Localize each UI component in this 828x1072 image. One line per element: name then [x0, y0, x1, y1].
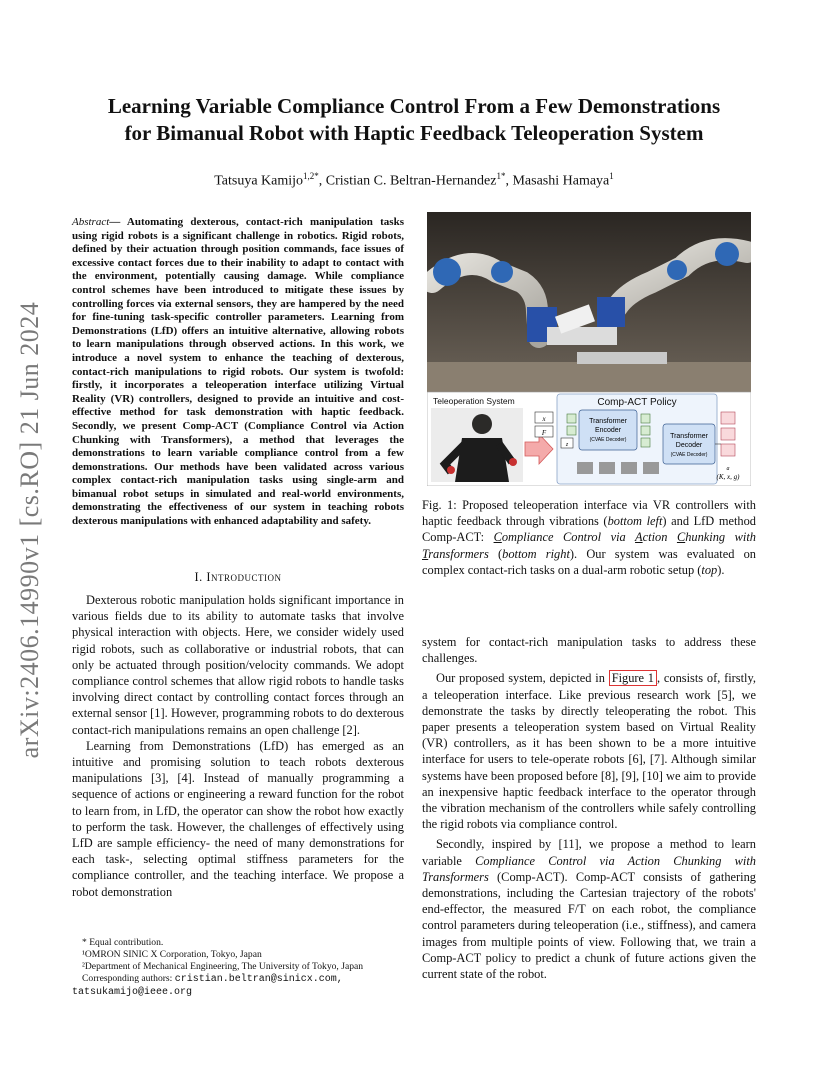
teleoperation-label: Teleoperation System	[433, 396, 515, 406]
figure-1-caption: Fig. 1: Proposed teleoperation interface via VR controllers with haptic feedback through vibrations (bottom left) and LfD method Comp-ACT: Compliance Control via Action Chunking with Transformers (bottom right). Our system was evaluated on complex contact-rich tasks on a dual-arm robotic setup (top).	[422, 498, 756, 577]
encoder-line-2: Encoder	[594, 427, 622, 434]
right-paragraph-0: system for contact-rich manipulation tasks to address these challenges.	[422, 635, 756, 666]
right-column-body	[422, 634, 756, 982]
footnote-affiliation-1: ¹OMRON SINIC X Corporation, Tokyo, Japan	[82, 949, 262, 960]
footnote-affiliation-2: ²Department of Mechanical Engineering, The University of Tokyo, Japan	[82, 961, 364, 972]
author-1: Tatsuya Kamijo	[214, 173, 304, 189]
figure-1	[427, 212, 751, 486]
arxiv-sidebar-stamp	[10, 290, 50, 770]
policy-label: Comp-ACT Policy	[597, 397, 677, 408]
footnote-equal-contribution: * Equal contribution.	[82, 937, 164, 948]
section-title: Introduction	[206, 570, 282, 584]
abstract-label: Abstract	[72, 216, 110, 228]
arxiv-identifier: arXiv:2406.14990v1 [cs.RO] 21 Jun 2024	[15, 301, 44, 759]
output-label-1: a	[726, 466, 730, 472]
section-number: I.	[194, 570, 207, 584]
figure-1-link[interactable]: Figure 1	[609, 670, 657, 686]
input-z: z	[565, 442, 569, 448]
comp-act-expansion: Compliance Control via Action Chunking with Transformers	[422, 853, 756, 884]
decoder-sub: (CVAE Decoder)	[670, 452, 708, 458]
robot-photo	[427, 212, 751, 392]
right-paragraph-1: Our proposed system, depicted in Figure 1 , consists of, firstly, a teleoperation interface. Like previous research work [5], we demonstrate the tasks by directly teleoperating the robot. This paper presents a teleoperation system based on Virtual Reality (VR) controllers, as it has been shown to be a more intuitive interface for users to tele-operate robots [6], [7]. Although similar systems have been proposed before [8], [9], [10] we aim to provide an inexpensive haptic feedback interface to the operator through the vibration mechanism of the controllers while safely controlling the rigid robots via compliance control.	[422, 671, 756, 832]
email-link-1[interactable]: cristian.beltran@sinicx.com,	[174, 974, 343, 985]
decoder-line-2: Decoder	[675, 442, 703, 449]
section-heading-introduction	[72, 570, 404, 585]
input-x: x	[542, 415, 546, 423]
right-paragraph-2: Secondly, inspired by [11], we propose a method to learn variable Compliance Control via Action Chunking with Transformers (Comp-ACT). Comp-ACT consists of gathering demonstrations, including the Cartesian trajectory of the robots' end-effector, the measured F/T on each robot, the compliance control parameters during teleoperation (i.e., stiffness), and camera images from multiple points of view. Following that, we train a Comp-ACT policy to predict a chunk of future actions given the current state of the robot.	[422, 837, 756, 982]
author-2-affil: 1*	[496, 171, 506, 181]
author-3-affil: 1	[609, 171, 614, 181]
email-link-2[interactable]: tatsukamijo@ieee.org	[72, 987, 193, 998]
author-list: Tatsuya Kamijo$^{1,2*}$, Cristian C. Beltran-Hernandez$^{1*}$, Masashi Hamaya$^1$	[214, 171, 614, 189]
title-line-2: for Bimanual Robot with Haptic Feedback Teleoperation System	[124, 121, 704, 145]
intro-paragraph-2: Learning from Demonstrations (LfD) has emerged as an intuitive and promising solution to teach robots dexterous manipulations [3], [4]. Instead of manually programming a sequence of actions or engineering a reward function for the robot to learn from, in LfD, the operator can show the robot how exactly to perform the task. However, the challenges of effectively using LfD are sample efficiency- the need of many demonstrations for each task-, selecting optimal stiffness parameters for the compliance controller, and the teaching interface. We propose a robot demonstration	[72, 738, 404, 899]
introduction-body	[72, 592, 404, 900]
abstract	[72, 216, 404, 529]
footnotes	[72, 937, 412, 999]
input-f: F	[541, 429, 547, 437]
author-3: Masashi Hamaya	[512, 173, 610, 189]
output-label-2: (K, x, g)	[716, 473, 740, 481]
abstract-text: — Automating dexterous, contact-rich manipulation tasks using rigid robots is a significant challenge in robotics. Rigid robots, defined by their actuation through position commands, face issues of excessive contact forces due to their inability to adapt to contact with the environment, potentially causing damage. While compliance control schemes have been introduced to mitigate these issues by controlling forces via external sensors, they are hampered by the need for fine-tuning task-specific controller parameters. Learning from Demonstrations (LfD) offers an intuitive alternative, allowing robots to learn manipulations through observed actions. In this work, we introduce a novel system to enhance the teaching of dexterous, contact-rich manipulations to rigid robots. Our system is twofold: firstly, it incorporates a teleoperation interface utilizing Virtual Reality (VR) controllers, designed to provide an intuitive and cost-effective method for task demonstration with haptic feedback. Secondly, we present Comp-ACT (Compliance Control via Action Chunking with Transformers), a method that leverages the demonstrations to learn variable compliance control from a few demonstrations. Our methods have been validated across various complex contact-rich manipulation tasks using single-arm and bimanual robot setups in simulated and real-world environments, demonstrating the effectiveness of our system in teaching robots dexterous manipulations with enhanced adaptability and safety.	[72, 216, 404, 528]
encoder-sub: (CVAE Decoder)	[589, 437, 627, 443]
intro-paragraph-1: Dexterous robotic manipulation holds significant importance in various fields due to its ability to automate tasks that involve physical interaction with objects. Here, we consider widely used rigid robots, such as collaborative or industrial robots, that can only be actuated through position/velocity commands. We adopt compliance control schemes that allow rigid robots to handle tasks involving direct contact by controlling contact forces through an external sensor [1]. However, programming robots to do dexterous contact-rich manipulations remains an open challenge [2].	[72, 593, 404, 737]
author-1-affil: 1,2*	[303, 171, 319, 181]
author-2: Cristian C. Beltran-Hernandez	[325, 173, 497, 189]
bottom-panel	[427, 392, 751, 486]
encoder-line-1: Transformer	[589, 418, 627, 425]
paper-title	[60, 93, 768, 147]
footnote-corresponding: Corresponding authors: cristian.beltran@sinicx.com,	[82, 973, 343, 985]
decoder-line-1: Transformer	[670, 433, 708, 440]
title-line-1: Learning Variable Compliance Control From a Few Demonstrations	[107, 94, 721, 118]
